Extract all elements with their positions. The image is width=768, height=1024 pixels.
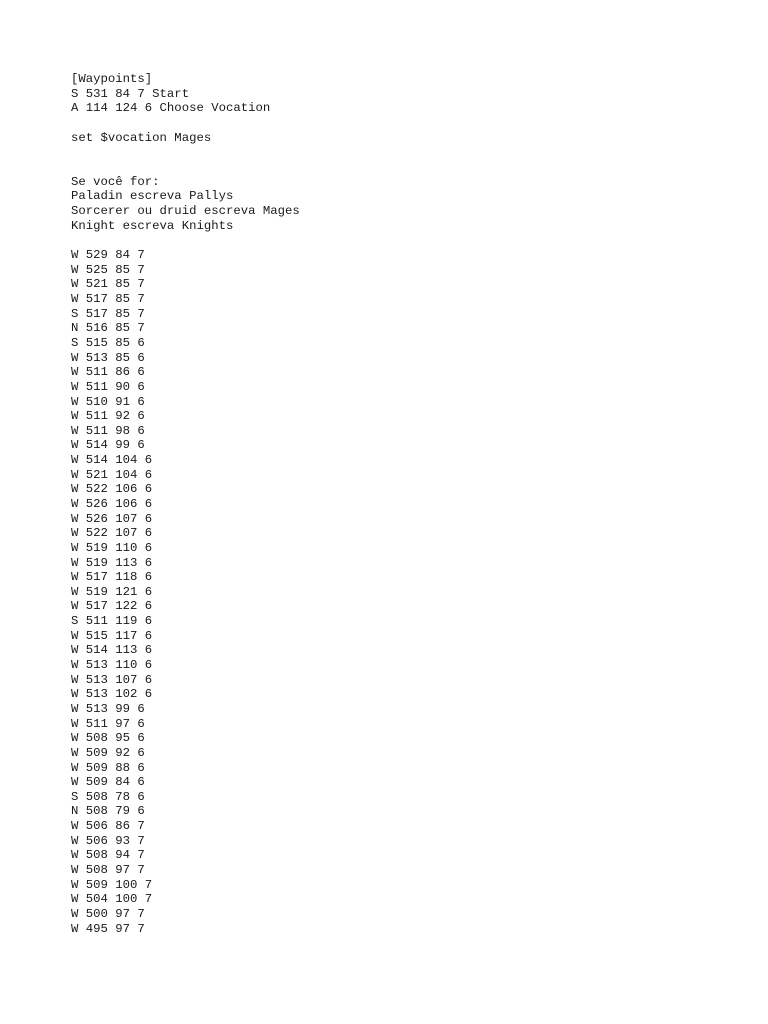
waypoint-line: W 504 100 7 (71, 892, 153, 907)
waypoint-line: W 509 100 7 (71, 877, 153, 892)
waypoint-line: W 517 118 6 (71, 570, 153, 585)
waypoint-line: W 506 93 7 (71, 833, 145, 848)
waypoint-line: W 510 91 6 (71, 394, 145, 409)
waypoint-line: W 495 97 7 (71, 921, 145, 936)
instruction-line: Sorcerer ou druid escreva Mages (71, 204, 300, 219)
waypoint-line: N 508 79 6 (71, 804, 145, 819)
waypoint-line: W 511 86 6 (71, 365, 145, 380)
waypoint-line: W 521 104 6 (71, 467, 153, 482)
waypoint-line: W 511 97 6 (71, 716, 145, 731)
instruction-line: Se você for: (71, 174, 160, 189)
waypoint-line: S 515 85 6 (71, 335, 145, 350)
waypoint-line: S 517 85 7 (71, 306, 145, 321)
waypoint-list (71, 248, 751, 936)
waypoint-line: W 509 92 6 (71, 745, 145, 760)
waypoint-line: W 514 113 6 (71, 643, 153, 658)
waypoint-line: W 511 98 6 (71, 423, 145, 438)
waypoint-line: W 521 85 7 (71, 277, 145, 292)
waypoint-line: W 513 85 6 (71, 350, 145, 365)
instruction-line: Knight escreva Knights (71, 218, 234, 233)
waypoint-line: S 511 119 6 (71, 614, 153, 629)
waypoint-line: W 511 92 6 (71, 409, 145, 424)
waypoint-line: W 517 122 6 (71, 599, 153, 614)
waypoint-line: W 525 85 7 (71, 262, 145, 277)
action-waypoint: A 114 124 6 Choose Vocation (71, 101, 271, 116)
waypoint-line: W 515 117 6 (71, 628, 153, 643)
waypoint-line: W 513 102 6 (71, 687, 153, 702)
instructions-block (71, 175, 751, 234)
waypoint-line: W 519 121 6 (71, 584, 153, 599)
waypoint-line: W 500 97 7 (71, 906, 145, 921)
waypoint-line: W 508 95 6 (71, 731, 145, 746)
waypoint-line: W 508 94 7 (71, 848, 145, 863)
waypoint-line: W 517 85 7 (71, 292, 145, 307)
waypoint-line: S 508 78 6 (71, 789, 145, 804)
instruction-line: Paladin escreva Pallys (71, 189, 234, 204)
waypoint-line: W 526 106 6 (71, 497, 153, 511)
waypoint-line: N 516 85 7 (71, 321, 145, 336)
waypoint-line: W 519 110 6 (71, 540, 153, 555)
start-waypoint: S 531 84 7 Start (71, 86, 190, 101)
waypoint-line: W 513 110 6 (71, 658, 153, 673)
script-document (71, 72, 751, 936)
waypoint-line: W 514 104 6 (71, 453, 153, 468)
waypoint-line: W 526 107 6 (71, 511, 153, 526)
waypoint-line: W 511 90 6 (71, 379, 145, 394)
waypoint-line: W 513 99 6 (71, 701, 145, 716)
waypoint-line: W 522 106 6 (71, 482, 153, 497)
set-vocation-line: set $vocation Mages (71, 130, 212, 145)
waypoint-line: W 509 88 6 (71, 760, 145, 775)
waypoint-line: W 514 99 6 (71, 438, 145, 453)
waypoint-line: W 509 84 6 (71, 775, 145, 790)
waypoint-line: W 508 97 7 (71, 863, 145, 878)
waypoint-line: W 506 86 7 (71, 819, 145, 834)
waypoint-line: W 522 107 6 (71, 526, 153, 541)
section-header: [Waypoints] (71, 72, 153, 86)
waypoint-line: W 519 113 6 (71, 555, 153, 570)
waypoint-line: W 513 107 6 (71, 672, 153, 687)
header-block (71, 72, 751, 116)
waypoint-line: W 529 84 7 (71, 248, 145, 263)
